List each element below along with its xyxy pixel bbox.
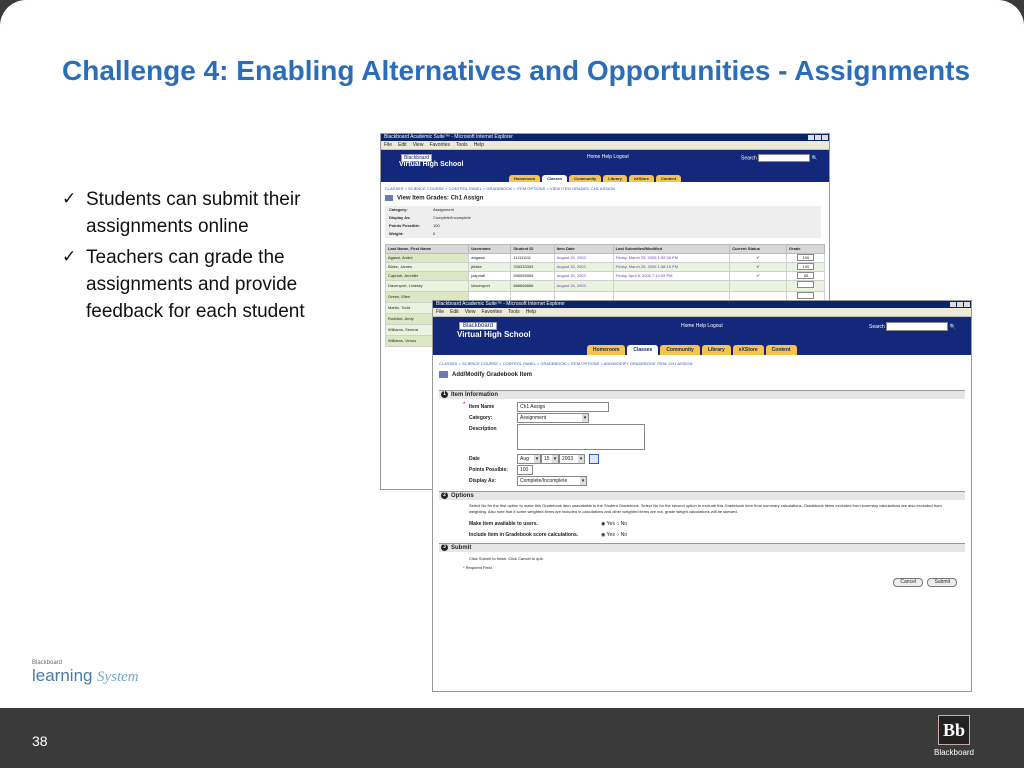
table-row bbox=[386, 253, 825, 262]
site-header bbox=[433, 317, 971, 355]
menu-edit[interactable]: Edit bbox=[398, 142, 407, 148]
search-icon[interactable]: 🔍 bbox=[949, 323, 956, 330]
menu-view[interactable]: View bbox=[412, 142, 424, 148]
username-cell: aagassi bbox=[469, 253, 511, 262]
browser-title: Blackboard Academic Suite™ - Microsoft Internet Explorer bbox=[384, 134, 513, 140]
tab-homeroom[interactable]: Homeroom bbox=[587, 345, 625, 355]
student-name-cell: Green, Ellen bbox=[386, 291, 469, 302]
required-note: * Required Field bbox=[463, 565, 492, 571]
column-header[interactable]: Last Name, First Name bbox=[386, 244, 469, 253]
last-modified-cell: Friday, April 8, 2005 7:10:09 PM bbox=[613, 271, 730, 280]
student-name-cell: Davenport, Lindsay bbox=[386, 280, 469, 291]
no-radio[interactable]: No bbox=[620, 532, 628, 539]
option-available-label: Make item available to users. bbox=[469, 521, 538, 528]
info-label: Category: bbox=[389, 206, 408, 212]
grade-input[interactable]: 100 bbox=[797, 254, 814, 261]
grade-cell[interactable] bbox=[786, 271, 824, 280]
submit-button[interactable]: Submit bbox=[927, 578, 957, 587]
learning-system-logo: Blackboard learning System bbox=[32, 660, 139, 685]
date-month-select[interactable]: Aug ▾ bbox=[517, 454, 541, 464]
date-row bbox=[439, 454, 965, 465]
menu-view[interactable]: View bbox=[464, 309, 476, 315]
student-id-cell: 111111111 bbox=[511, 253, 554, 262]
tab-bar bbox=[587, 345, 797, 355]
search-input[interactable] bbox=[758, 154, 810, 162]
blackboard-logo-mark: Bb bbox=[938, 715, 970, 745]
menu-help[interactable]: Help bbox=[473, 142, 484, 148]
info-value: 100 bbox=[433, 222, 440, 228]
tab-bar bbox=[509, 175, 681, 182]
section-title: Submit bbox=[451, 545, 472, 552]
breadcrumb[interactable]: CLASSES > SCIENCE COURSE > CONTROL PANEL > GRADEBOOK > ITEM OPTIONS > VIEW ITEM GRADES: CH1 ASSIGN bbox=[385, 186, 616, 191]
minimize-icon[interactable] bbox=[950, 302, 956, 307]
header-links bbox=[681, 323, 723, 329]
last-modified-cell: Friday, March 25, 2005 1:52:36 PM bbox=[613, 253, 730, 262]
username-cell: ldavenport bbox=[469, 280, 511, 291]
grade-input[interactable]: 85 bbox=[797, 272, 814, 279]
cancel-button[interactable]: Cancel bbox=[893, 578, 923, 587]
section-options bbox=[439, 491, 965, 500]
tab-library[interactable]: Library bbox=[603, 175, 627, 182]
points-input[interactable]: 100 bbox=[517, 465, 533, 475]
item-info-table bbox=[385, 206, 821, 238]
site-header bbox=[381, 150, 829, 182]
table-row bbox=[386, 262, 825, 271]
status-cell bbox=[730, 280, 787, 291]
option-include-radios: ◉ Yes ○ No bbox=[601, 532, 628, 539]
options-text: Select No for the first option to make this Gradebook item unavailable in the Student Gradebook. Select No for the second option to exclude this Gradebook item from summary calculations. Gradebook items excluded from summary calculations are also excluded from weighting. Also note that if some weighted items are included in calculations and other weighted items are not, grade weight calculations will be skewed. bbox=[469, 503, 942, 515]
menu-tools[interactable]: Tools bbox=[456, 142, 468, 148]
menu-help[interactable]: Help bbox=[525, 309, 536, 315]
required-icon: * bbox=[463, 402, 466, 409]
bullet-item bbox=[60, 186, 335, 240]
student-name-cell: Agassi, Andre bbox=[386, 253, 469, 262]
student-name-cell: Williams, Serena bbox=[386, 324, 469, 335]
tab-content[interactable]: Content bbox=[766, 345, 797, 355]
student-name-cell: Williams, Venus bbox=[386, 335, 469, 346]
bullet-list bbox=[60, 186, 335, 329]
student-name-cell: Roddick, Andy bbox=[386, 313, 469, 324]
option-available-row bbox=[439, 519, 965, 530]
search-input[interactable] bbox=[886, 322, 948, 331]
username-cell: jcapriati bbox=[469, 271, 511, 280]
blackboard-logo-text: Blackboard bbox=[933, 748, 975, 757]
option-available-radios: ◉ Yes ○ No bbox=[601, 521, 628, 528]
item-date-cell: August 15, 2003 bbox=[554, 253, 613, 262]
grade-input[interactable] bbox=[797, 281, 814, 288]
tab-content[interactable]: Content bbox=[656, 175, 681, 182]
page-title-icon bbox=[439, 371, 448, 378]
checkmark-icon: ✓ bbox=[62, 189, 77, 209]
menu-favorites[interactable]: Favorites bbox=[429, 142, 450, 148]
search-area bbox=[741, 154, 818, 162]
column-header[interactable]: Grade bbox=[786, 244, 824, 253]
tab-classes[interactable]: Classes bbox=[627, 345, 658, 355]
close-icon[interactable] bbox=[964, 302, 970, 307]
step-number: 3 bbox=[441, 544, 448, 551]
step-number: 2 bbox=[441, 492, 448, 499]
description-label: Description bbox=[469, 426, 497, 433]
logout-link[interactable]: Logout bbox=[613, 154, 629, 160]
bullet-text: Teachers can grade the assignments and provide feedback for each student bbox=[86, 247, 305, 322]
required-icon: * bbox=[463, 565, 466, 571]
description-textarea[interactable] bbox=[517, 424, 645, 450]
menu-edit[interactable]: Edit bbox=[450, 309, 459, 315]
date-year-select[interactable]: 2003 ▾ bbox=[559, 454, 585, 464]
checkmark-icon: ✓ bbox=[62, 247, 77, 267]
description-row bbox=[439, 424, 965, 454]
blackboard-logo-badge: Blackboard bbox=[401, 154, 432, 162]
site-name: Virtual High School bbox=[399, 161, 464, 168]
yes-radio[interactable]: Yes bbox=[606, 521, 615, 528]
display-as-row bbox=[439, 476, 965, 487]
blackboard-logo bbox=[930, 715, 978, 757]
tab-exstore[interactable]: eXStore bbox=[629, 175, 654, 182]
section-title: Item Information bbox=[451, 392, 499, 399]
tab-homeroom[interactable]: Homeroom bbox=[509, 175, 540, 182]
status-cell: ✔ bbox=[730, 253, 787, 262]
help-link[interactable]: Help bbox=[601, 154, 613, 160]
item-name-label: Item Name bbox=[469, 404, 495, 411]
slide-title: Challenge 4: Enabling Alternatives and Opportunities - Assignments bbox=[62, 55, 971, 86]
help-link[interactable]: Help bbox=[695, 323, 707, 329]
date-day-select[interactable]: 15 ▾ bbox=[541, 454, 559, 464]
item-date-cell: August 15, 2003 bbox=[554, 280, 613, 291]
student-id-cell: 333333333 bbox=[511, 262, 554, 271]
status-cell: ✔ bbox=[730, 271, 787, 280]
submit-instructions: Click Submit to finish. Click Cancel to quit. bbox=[469, 556, 544, 562]
student-name-cell: Capriati, Jennifer bbox=[386, 271, 469, 280]
home-link[interactable]: Home bbox=[681, 323, 695, 329]
menu-tools[interactable]: Tools bbox=[508, 309, 520, 315]
info-label: Points Possible: bbox=[389, 222, 421, 228]
grade-cell[interactable] bbox=[786, 253, 824, 262]
search-label: Search bbox=[741, 155, 757, 162]
calendar-icon[interactable] bbox=[589, 454, 599, 464]
student-name-cell: Blake, James bbox=[386, 262, 469, 271]
page-number: 38 bbox=[32, 733, 48, 749]
tab-community[interactable]: Community bbox=[569, 175, 601, 182]
grade-cell[interactable] bbox=[786, 262, 824, 271]
menu-file[interactable]: File bbox=[436, 309, 445, 315]
page-title: Add/Modify Gradebook Item bbox=[439, 371, 971, 378]
info-value: 0 bbox=[433, 230, 436, 236]
column-header[interactable]: Student ID bbox=[511, 244, 554, 253]
info-value: Assignment bbox=[433, 206, 454, 212]
page-title-icon bbox=[385, 195, 393, 201]
username-cell: jblake bbox=[469, 262, 511, 271]
points-row bbox=[439, 465, 965, 476]
status-cell: ✔ bbox=[730, 262, 787, 271]
bullet-text: Students can submit their assignments online bbox=[86, 189, 301, 237]
item-name-row bbox=[439, 402, 965, 413]
item-name-input[interactable]: Ch1 Assign bbox=[517, 402, 609, 412]
student-id-cell: 555555555 bbox=[511, 271, 554, 280]
browser-menu-bar bbox=[381, 141, 829, 150]
tab-community[interactable]: Community bbox=[660, 345, 700, 355]
close-icon[interactable] bbox=[822, 135, 828, 140]
minimize-icon[interactable] bbox=[808, 135, 814, 140]
category-select[interactable]: Assignment ▾ bbox=[517, 413, 589, 423]
table-row bbox=[386, 271, 825, 280]
browser-title-bar bbox=[381, 134, 829, 141]
column-header[interactable]: Last Submitted/Modified bbox=[613, 244, 730, 253]
info-value: Complete/Incomplete bbox=[433, 214, 471, 220]
no-radio[interactable]: No bbox=[620, 521, 628, 528]
header-links bbox=[587, 154, 629, 160]
table-row bbox=[386, 280, 825, 291]
logout-link[interactable]: Logout bbox=[707, 323, 723, 329]
grade-cell[interactable] bbox=[786, 280, 824, 291]
date-label: Date bbox=[469, 456, 480, 463]
item-date-cell: August 15, 2003 bbox=[554, 271, 613, 280]
section-submit bbox=[439, 543, 965, 552]
section-title: Options bbox=[451, 493, 474, 500]
item-date-cell: August 15, 2003 bbox=[554, 262, 613, 271]
tab-library[interactable]: Library bbox=[702, 345, 731, 355]
category-label: Category: bbox=[469, 415, 493, 422]
browser-title: Blackboard Academic Suite™ - Microsoft Internet Explorer bbox=[436, 301, 565, 307]
browser-menu-bar bbox=[433, 308, 971, 317]
section-item-information bbox=[439, 390, 965, 399]
browser-title-bar bbox=[433, 301, 971, 308]
yes-radio[interactable]: Yes bbox=[606, 532, 615, 539]
page-title: View Item Grades: Ch1 Assign bbox=[385, 195, 829, 202]
screenshot-add-modify-gradebook-item bbox=[432, 300, 972, 692]
site-name: Virtual High School bbox=[457, 330, 531, 339]
option-include-row bbox=[439, 530, 965, 541]
maximize-icon[interactable] bbox=[815, 135, 821, 140]
tab-exstore[interactable]: eXStore bbox=[733, 345, 764, 355]
maximize-icon[interactable] bbox=[957, 302, 963, 307]
search-label: Search bbox=[869, 323, 885, 330]
student-name-cell: Martin, Todd bbox=[386, 302, 469, 313]
column-header[interactable]: Current Status bbox=[730, 244, 787, 253]
blackboard-logo-badge: Blackboard bbox=[459, 322, 497, 330]
grade-input[interactable] bbox=[797, 292, 814, 299]
search-icon[interactable]: 🔍 bbox=[811, 155, 818, 162]
bullet-item bbox=[60, 244, 335, 325]
option-include-label: Include item in Gradebook score calculations. bbox=[469, 532, 579, 539]
display-as-label: Display As: bbox=[469, 478, 497, 485]
last-modified-cell: Friday, March 25, 2005 1:58:16 PM bbox=[613, 262, 730, 271]
search-area bbox=[869, 322, 956, 331]
column-header[interactable]: Username bbox=[469, 244, 511, 253]
last-modified-cell bbox=[613, 280, 730, 291]
grade-input[interactable]: 100 bbox=[797, 263, 814, 270]
menu-favorites[interactable]: Favorites bbox=[481, 309, 502, 315]
category-row bbox=[439, 413, 965, 424]
breadcrumb[interactable]: CLASSES > SCIENCE COURSE > CONTROL PANEL > GRADEBOOK > ITEM OPTIONS > ADD/MODIFY GRADEBOOK ITEM: CH1 ASSIGN bbox=[439, 361, 693, 366]
student-id-cell: 666666666 bbox=[511, 280, 554, 291]
points-label: Points Possible: bbox=[469, 467, 508, 474]
display-as-select[interactable]: Complete/Incomplete ▾ bbox=[517, 476, 587, 486]
menu-file[interactable]: File bbox=[384, 142, 393, 148]
step-number: 1 bbox=[441, 391, 448, 398]
info-label: Display As: bbox=[389, 214, 411, 220]
info-label: Weight: bbox=[389, 230, 404, 236]
home-link[interactable]: Home bbox=[587, 154, 601, 160]
column-header[interactable]: Item Date bbox=[554, 244, 613, 253]
tab-classes[interactable]: Classes bbox=[542, 175, 567, 182]
